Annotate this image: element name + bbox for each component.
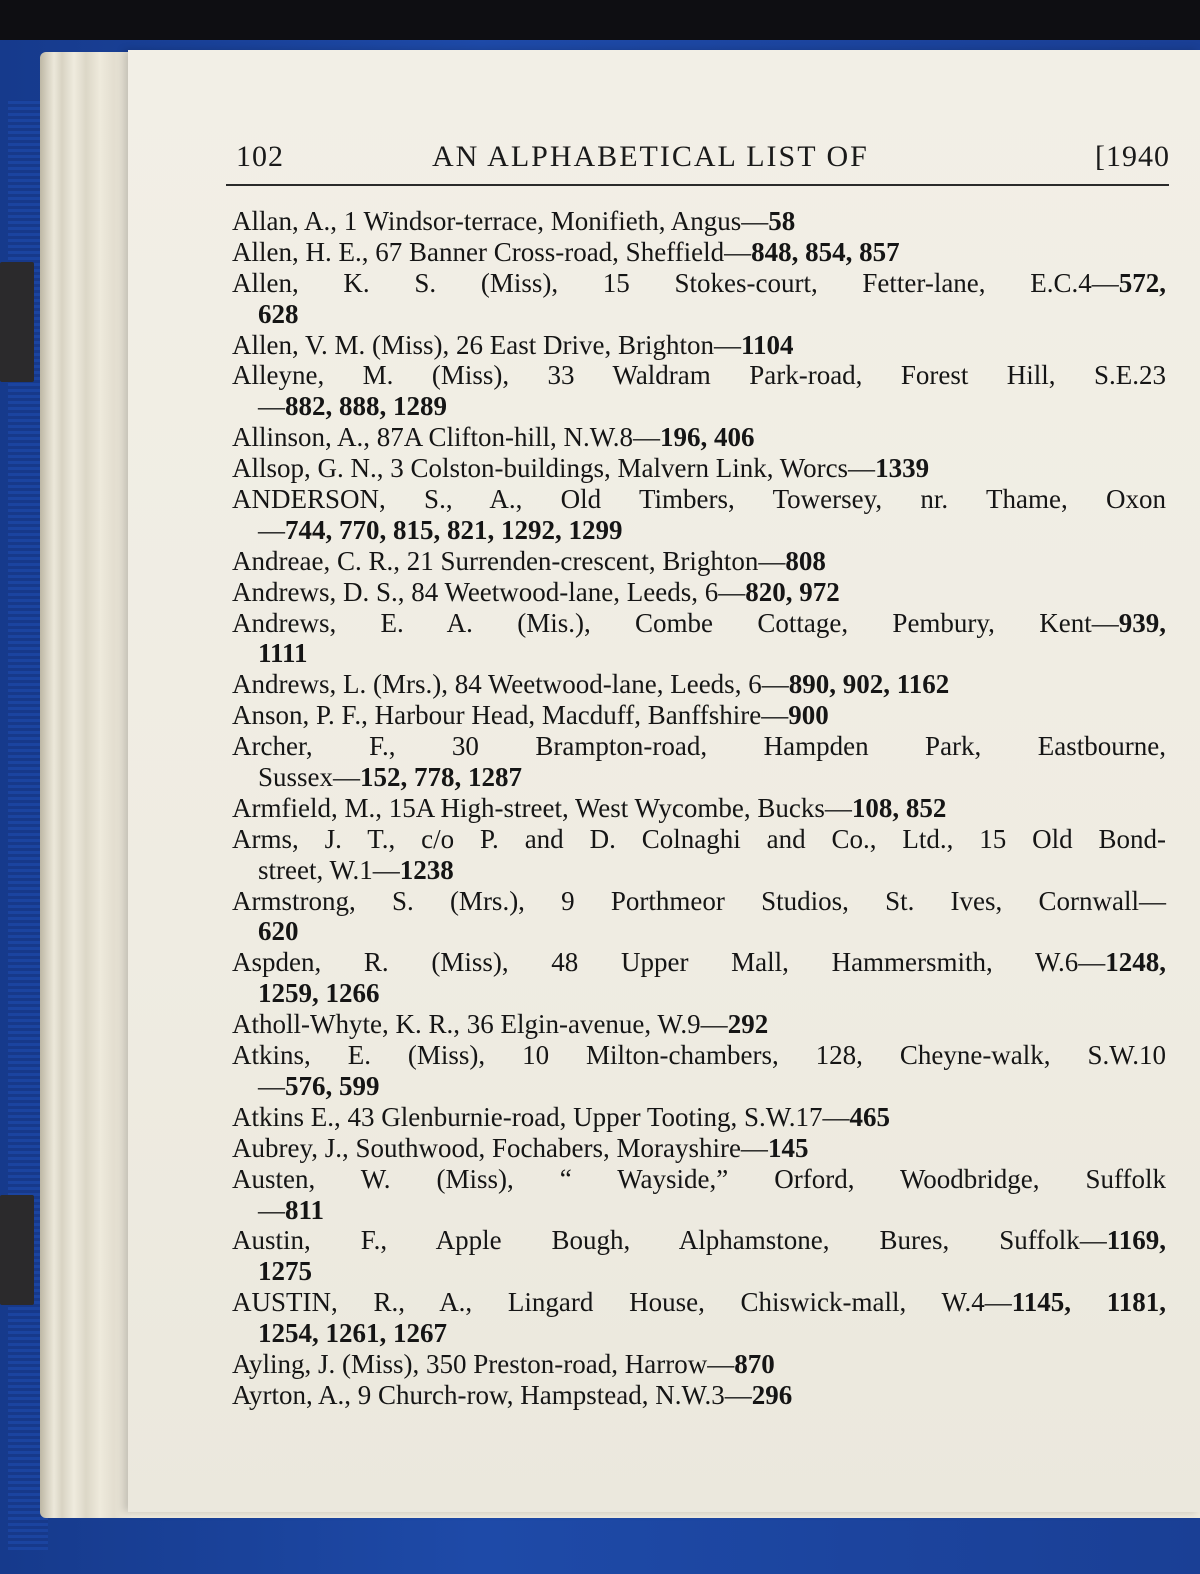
entry-text: Andrews, E. A. (Mis.), Combe Cottage, Pembury, Kent—	[232, 607, 1119, 638]
catalogue-numbers: 145	[767, 1132, 809, 1163]
catalogue-numbers: 900	[788, 700, 829, 731]
catalogue-numbers: 628	[258, 298, 299, 329]
entry-continuation-line	[226, 1071, 1166, 1102]
entry-line	[226, 1009, 1166, 1040]
entry-continuation-line	[226, 978, 1166, 1009]
entry-line	[226, 268, 1166, 299]
catalogue-numbers: 1238	[399, 854, 454, 885]
catalogue-numbers: 58	[768, 206, 796, 236]
entry-line	[226, 1133, 1166, 1164]
entry-text: —	[258, 391, 285, 422]
entry-line	[226, 1287, 1166, 1318]
entry-line	[226, 330, 1166, 361]
catalogue-numbers: 196, 406	[660, 422, 755, 453]
entry-line	[226, 453, 1166, 484]
entry-text: Aspden, R. (Miss), 48 Upper Mall, Hammersmith, W.6—	[232, 947, 1106, 978]
entry-line	[226, 1040, 1166, 1071]
entry-list	[226, 206, 1166, 1411]
catalogue-numbers: 1145, 1181,	[1011, 1287, 1166, 1318]
catalogue-numbers: 939,	[1118, 607, 1166, 638]
entry-line	[226, 886, 1166, 917]
entry-continuation-line	[226, 515, 1166, 546]
entry-continuation-line	[226, 855, 1166, 886]
catalogue-numbers: 820, 972	[745, 576, 840, 607]
entry-line	[226, 700, 1166, 731]
catalogue-numbers: 292	[727, 1009, 769, 1040]
catalogue-numbers: 152, 778, 1287	[360, 762, 523, 793]
clip-bottom	[0, 1195, 34, 1305]
entry-line	[226, 484, 1166, 515]
running-title: AN ALPHABETICAL LIST OF	[432, 140, 869, 173]
catalogue-numbers: 296	[751, 1379, 793, 1410]
entry-text: Archer, F., 30 Brampton-road, Hampden Park, Eastbourne,	[232, 731, 1166, 762]
entry-text: Arms, J. T., c/o P. and D. Colnaghi and Co., Ltd., 15 Old Bond-	[232, 823, 1166, 854]
catalogue-numbers: 1259, 1266	[258, 978, 380, 1009]
entry-text: Anson, P. F., Harbour Head, Macduff, Banffshire—	[232, 700, 789, 731]
entry-line	[226, 546, 1166, 577]
entry-text: Armfield, M., 15A High-street, West Wycombe, Bucks—	[232, 792, 852, 823]
entry-text: Allen, K. S. (Miss), 15 Stokes-court, Fetter-lane, E.C.4—	[232, 267, 1119, 298]
entry-continuation-line	[226, 1318, 1166, 1349]
entry-text: Atholl-Whyte, K. R., 36 Elgin-avenue, W.9—	[232, 1009, 728, 1040]
entry-line	[226, 577, 1166, 608]
entry-text: Armstrong, S. (Mrs.), 9 Porthmeor Studios, St. Ives, Cornwall—	[232, 885, 1166, 916]
entry-text: Alleyne, M. (Miss), 33 Waldram Park-road, Forest Hill, S.E.23	[232, 360, 1166, 391]
catalogue-numbers: 572,	[1118, 267, 1166, 298]
catalogue-numbers: 576, 599	[285, 1070, 380, 1101]
catalogue-numbers: 890, 902, 1162	[788, 669, 950, 700]
entry-continuation-line	[226, 916, 1166, 947]
entry-text: AUSTIN, R., A., Lingard House, Chiswick-mall, W.4—	[232, 1287, 1012, 1318]
entry-continuation-line	[226, 638, 1166, 669]
entry-continuation-line	[226, 391, 1166, 422]
entry-line	[226, 669, 1166, 700]
catalogue-numbers: 1254, 1261, 1267	[258, 1318, 447, 1349]
catalogue-numbers: 744, 770, 815, 821, 1292, 1299	[285, 514, 623, 545]
header-rule	[226, 184, 1169, 186]
clip-top	[0, 262, 34, 382]
entry-continuation-line	[226, 1195, 1166, 1226]
catalogue-numbers: 465	[849, 1101, 891, 1132]
entry-text: Austin, F., Apple Bough, Alphamstone, Bures, Suffolk—	[232, 1225, 1107, 1256]
entry-text: Atkins, E. (Miss), 10 Milton-chambers, 128, Cheyne-walk, S.W.10	[232, 1040, 1166, 1071]
entry-text: Andrews, L. (Mrs.), 84 Weetwood-lane, Leeds, 6—	[232, 669, 789, 700]
entry-text: Allen, H. E., 67 Banner Cross-road, Sheffield—	[232, 236, 752, 267]
catalogue-numbers: 870	[734, 1348, 775, 1379]
entry-line	[226, 206, 1166, 237]
catalogue-numbers: 1104	[741, 329, 794, 360]
entry-line	[226, 1102, 1166, 1133]
entry-text: Allen, V. M. (Miss), 26 East Drive, Brighton—	[232, 329, 741, 360]
catalogue-numbers: 848, 854, 857	[751, 236, 900, 267]
entry-text: Sussex—	[258, 762, 361, 793]
entry-line	[226, 824, 1166, 855]
entry-line	[226, 1380, 1166, 1411]
entry-line	[226, 793, 1166, 824]
catalogue-numbers: 1248,	[1105, 947, 1166, 978]
entry-continuation-line	[226, 299, 1166, 330]
catalogue-numbers: 620	[258, 916, 299, 947]
entry-text: Allan, A., 1 Windsor-terrace, Monifieth, Angus—	[232, 206, 769, 236]
entry-text: Allsop, G. N., 3 Colston-buildings, Malvern Link, Worcs—	[232, 453, 876, 484]
entry-text: Ayling, J. (Miss), 350 Preston-road, Harrow—	[232, 1348, 735, 1379]
entry-text: Austen, W. (Miss), “ Wayside,” Orford, Woodbridge, Suffolk	[232, 1163, 1166, 1194]
entry-line	[226, 731, 1166, 762]
page-header	[236, 140, 1172, 186]
entry-text: —	[258, 1194, 285, 1225]
catalogue-numbers: 808	[785, 545, 826, 576]
entry-text: Allinson, A., 87A Clifton-hill, N.W.8—	[232, 422, 661, 453]
entry-text: Andrews, D. S., 84 Weetwood-lane, Leeds, 6—	[232, 576, 746, 607]
year-mark: [1940	[1095, 140, 1170, 173]
catalogue-numbers: 108, 852	[851, 792, 947, 823]
entry-line	[226, 422, 1166, 453]
catalogue-numbers: 1111	[258, 638, 308, 669]
entry-text: —	[258, 514, 285, 545]
entry-text: ANDERSON, S., A., Old Timbers, Towersey, nr. Thame, Oxon	[232, 484, 1166, 515]
entry-text: Ayrton, A., 9 Church-row, Hampstead, N.W.3—	[232, 1379, 752, 1410]
catalogue-numbers: 1275	[258, 1256, 312, 1287]
catalogue-numbers: 882, 888, 1289	[285, 391, 447, 422]
entry-continuation-line	[226, 1256, 1166, 1287]
entry-continuation-line	[226, 762, 1166, 793]
page-number: 102	[236, 140, 284, 173]
entry-line	[226, 947, 1166, 978]
entry-text: street, W.1—	[258, 854, 400, 885]
entry-line	[226, 1164, 1166, 1195]
entry-text: Andreae, C. R., 21 Surrenden-crescent, Brighton—	[232, 545, 786, 576]
entry-line	[226, 1349, 1166, 1380]
entry-line	[226, 360, 1166, 391]
entry-text: Aubrey, J., Southwood, Fochabers, Morayshire—	[232, 1132, 768, 1163]
entry-text: Atkins E., 43 Glenburnie-road, Upper Tooting, S.W.17—	[232, 1101, 850, 1132]
catalogue-numbers: 1169,	[1106, 1225, 1166, 1256]
catalogue-numbers: 1339	[875, 453, 930, 484]
entry-line	[226, 608, 1166, 639]
catalogue-numbers: 811	[285, 1194, 325, 1225]
entry-line	[226, 1225, 1166, 1256]
entry-text: —	[258, 1070, 285, 1101]
entry-line	[226, 237, 1166, 268]
